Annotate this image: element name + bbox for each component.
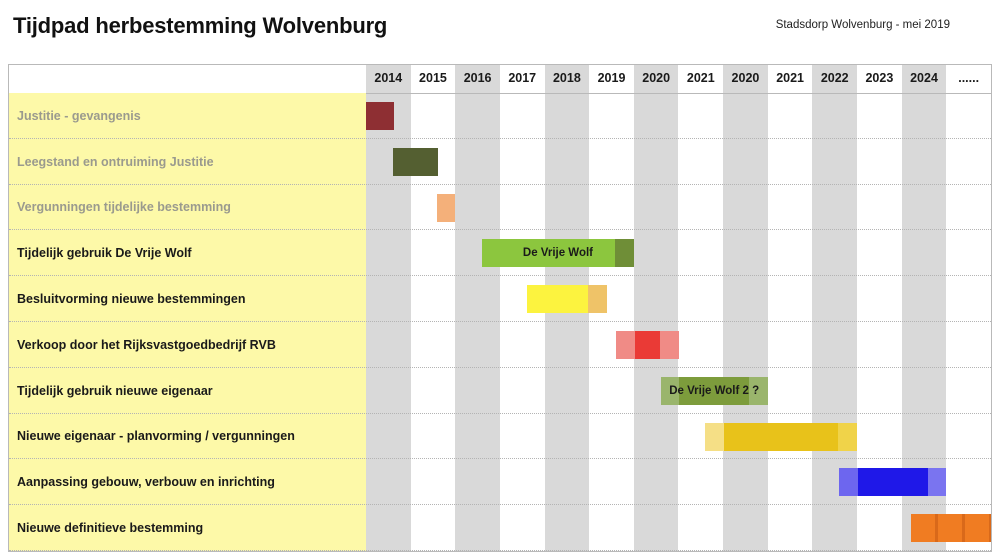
task-label-cell [9,185,366,231]
gantt-bar-label: De Vrije Wolf [522,247,593,260]
task-row [9,459,991,505]
task-label: Nieuwe definitieve bestemming [17,521,204,536]
task-row [9,230,991,276]
task-label-cell [9,276,366,322]
gantt-bar [366,102,394,130]
year-header-row [9,65,991,93]
gantt-bar-start-segment [661,377,680,405]
task-label-cell [9,414,366,460]
task-row [9,93,991,139]
gantt-bar-end-segment [615,239,634,267]
gantt-bar-end-segment [588,285,607,313]
year-header-cell: 2023 [865,71,894,85]
task-row [9,185,991,231]
gantt-bar [437,194,455,222]
task-label: Besluitvorming nieuwe bestemmingen [17,292,246,307]
task-label: Verkoop door het Rijksvastgoedbedrijf RVB [17,337,276,352]
task-label: Vergunningen tijdelijke bestemming [17,200,231,215]
year-header-cell: 2022 [820,71,849,85]
task-label-cell [9,93,366,139]
gantt-bar [911,514,991,542]
row-divider [9,549,991,551]
gantt-bar-start-segment [839,468,858,496]
year-header-cell: 2021 [776,71,804,85]
task-label: Nieuwe eigenaar - planvorming / vergunningen [17,429,295,444]
task-label: Aanpassing gebouw, verbouw en inrichting [17,475,275,490]
year-header-cell: 2018 [552,71,581,85]
task-label: Tijdelijk gebruik nieuwe eigenaar [17,383,213,398]
task-label-cell [9,322,366,368]
year-header-cell: 2015 [419,71,447,85]
gantt-bar-label: De Vrije Wolf 2 ? [669,384,760,397]
year-header-cell: 2020 [642,71,671,85]
year-header-cell: 2014 [374,71,403,85]
task-row [9,139,991,185]
task-label-cell [9,368,366,414]
year-header-cell: 2020 [731,71,760,85]
gantt-bar-start-segment [616,331,635,359]
gantt-bar-end-segment [838,423,857,451]
task-row [9,368,991,414]
task-label-cell [9,139,366,185]
gantt-chart [8,64,992,552]
source-note: Stadsdorp Wolvenburg - mei 2019 [775,19,950,31]
year-header-cell: 2016 [463,71,492,85]
year-header-cell: 2024 [910,71,938,85]
task-row [9,414,991,460]
task-label: Justitie - gevangenis [17,108,141,123]
task-label: Tijdelijk gebruik De Vrije Wolf [17,246,192,261]
page-title: Tijdpad herbestemming Wolvenburg [13,13,388,38]
year-header-cell: 2019 [597,71,626,85]
gantt-bar-end-segment [928,468,947,496]
task-label-cell [9,459,366,505]
gantt-bar-start-segment [705,423,724,451]
task-label-cell [9,230,366,276]
gantt-bar-end-segment [660,331,679,359]
gantt-bar [705,423,857,451]
gantt-bar [393,148,439,176]
gantt-bar-end-segment [749,377,768,405]
task-label: Leegstand en ontruiming Justitie [17,154,214,169]
task-row [9,322,991,368]
year-header-cell: ...... [958,71,980,85]
task-row [9,276,991,322]
task-row [9,505,991,551]
task-label-cell [9,505,366,551]
year-header-cell: 2017 [508,71,537,85]
year-header-cell: 2021 [686,71,715,85]
gantt-bar [482,239,634,267]
